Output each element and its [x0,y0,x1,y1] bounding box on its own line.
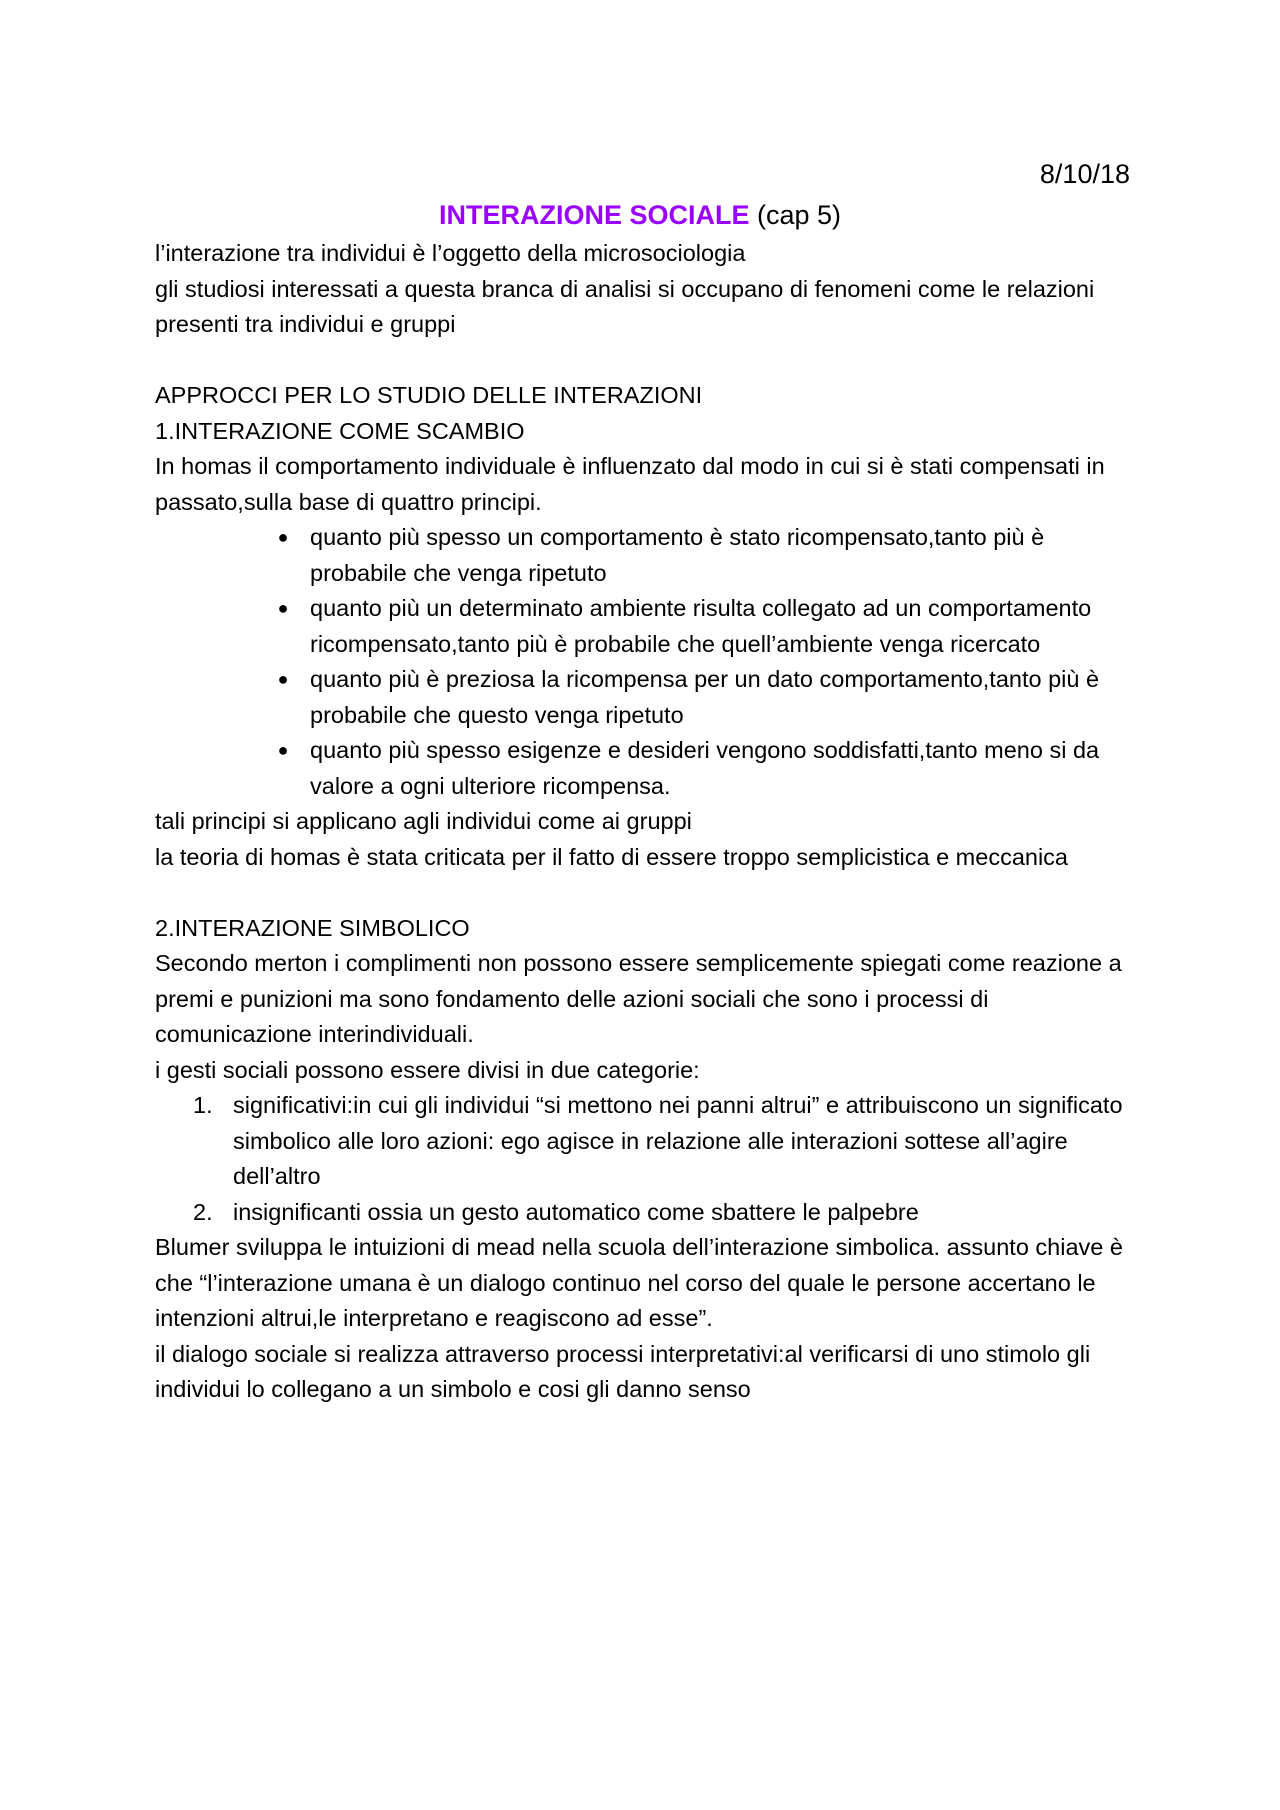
list-item-text: insignificanti ossia un gesto automatico come sbattere le palpebre [233,1198,919,1225]
bullet-icon: ● [277,669,289,689]
document-body [155,236,1135,1408]
section1-after-1: tali principi si applicano agli individui come ai gruppi [155,808,692,834]
list-item-text: quanto più spesso un comportamento è stato ricompensato,tanto più è probabile che venga ripetuto [310,524,1045,586]
list-number: 2. [193,1198,213,1225]
list-item [155,1195,1135,1231]
bullet-icon: ● [277,598,289,618]
section1-subheading: 1.INTERAZIONE COME SCAMBIO [155,417,525,444]
list-item-text: quanto più un determinato ambiente risulta collegato ad un comportamento ricompensato,tanto più è probabile che quell’ambiente venga ricercato [310,595,1092,657]
spacer [155,875,1135,911]
document-date: 8/10/18 [1039,159,1130,189]
list-item-text: significativi:in cui gli individui “si mettono nei panni altrui” e attribuiscono un significato simbolico alle loro azioni: ego agisce in relazione alle interazioni sottese all’agire dell’altro [233,1092,1123,1189]
section2-paragraph-4: il dialogo sociale si realizza attraverso processi interpretativi:al verificarsi di uno stimolo gli individui lo collegano a un simbolo e cosi gli danno senso [155,1340,1091,1402]
spacer [155,343,1135,379]
intro-line-1: l’interazione tra individui è l’oggetto della microsociologia [155,240,746,266]
principles-list [155,520,1135,804]
list-item-text: quanto più spesso esigenze e desideri vengono soddisfatti,tanto meno si da valore a ogni ulteriore ricompensa. [310,737,1100,799]
list-item [155,520,1135,591]
list-number: 1. [193,1092,213,1118]
section2-paragraph-3: Blumer sviluppa le intuizioni di mead nella scuola dell’interazione simbolica. assunto chiave è che “l’interazione umana è un dialogo continuo nel corso del quale le persone accertano le intenzioni altrui,le interpretano e reagiscono ad esse”. [155,1234,1123,1331]
bullet-icon: ● [277,740,289,760]
title-main: INTERAZIONE SOCIALE [438,200,750,230]
list-item [155,733,1135,804]
section2-paragraph-1: Secondo merton i complimenti non possono essere semplicemente spiegati come reazione a premi e punizioni ma sono fondamento delle azioni sociali che sono i processi di comunicazione interindividuali. [155,950,1122,1047]
page-title [0,197,1280,233]
list-item [155,1088,1135,1195]
section2-heading: 2.INTERAZIONE SIMBOLICO [155,914,470,941]
list-item-text: quanto più è preziosa la ricompensa per un dato comportamento,tanto più è probabile che questo venga ripetuto [310,666,1100,728]
intro-line-2: gli studiosi interessati a questa branca di analisi si occupano di fenomeni come le relazioni presenti tra individui e gruppi [155,275,1095,337]
bullet-icon: ● [277,527,289,547]
title-suffix: (cap 5) [749,200,842,230]
list-item [155,662,1135,733]
section2-paragraph-2: i gesti sociali possono essere divisi in due categorie: [155,1056,700,1083]
list-item [155,591,1135,662]
section1-paragraph: In homas il comportamento individuale è influenzato dal modo in cui si è stati compensati in passato,sulla base di quattro principi. [155,453,1105,515]
section1-after-2: la teoria di homas è stata criticata per il fatto di essere troppo semplicistica e meccanica [155,843,1069,870]
gestures-list [155,1088,1135,1230]
section1-heading: APPROCCI PER LO STUDIO DELLE INTERAZIONI [155,382,703,408]
